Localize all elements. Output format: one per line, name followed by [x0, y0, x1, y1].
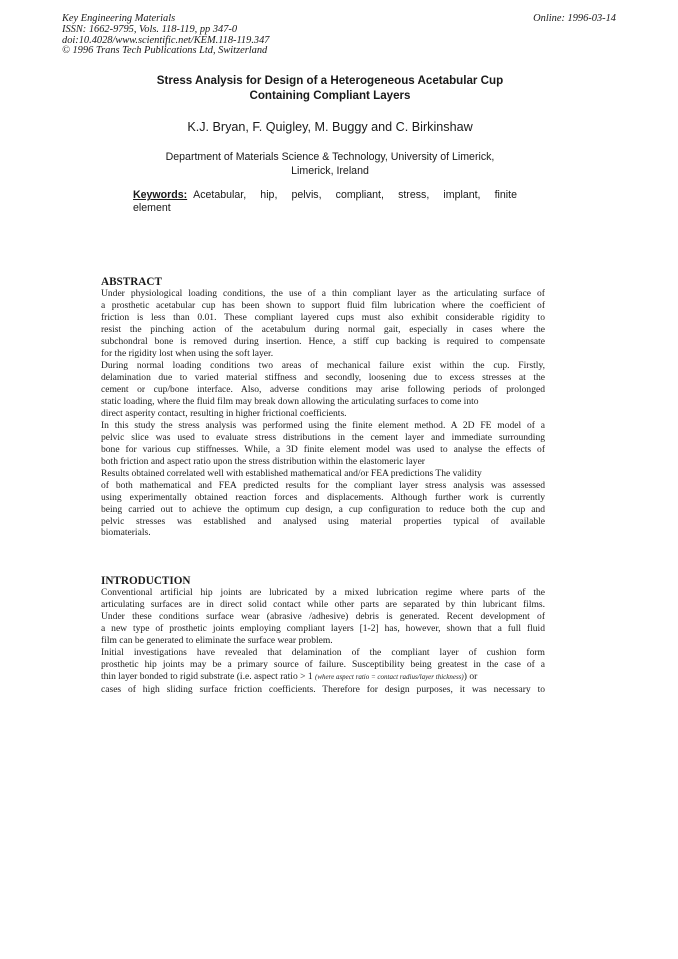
- abstract-line: for the rigidity lost when using the soft layer.: [101, 348, 274, 360]
- keywords-label: Keywords:: [133, 189, 188, 201]
- abstract-line: biomaterials.: [101, 527, 151, 539]
- abstract-line: static loading, where the fluid film may break down allowing the articulating surfaces to come into: [101, 395, 479, 407]
- abstract-line: pelvic slice was used to evaluate stress distributions in the cement layer and immediate surrounding: [101, 431, 545, 443]
- abstract-line: resist the pinching action of the acetabulum during normal gait, especially in cases where the: [101, 324, 545, 336]
- keywords: [133, 189, 517, 215]
- affiliation-line-1: Department of Materials Science & Technology, University of Limerick,: [165, 151, 495, 163]
- abstract-section: [101, 276, 545, 539]
- abstract-line: Results obtained correlated well with established mathematical and/or FEA predictions The validity: [101, 467, 482, 479]
- aspect-ratio-note: (where aspect ratio = contact radius/layer thickness): [315, 673, 464, 682]
- intro-line: Under these conditions surface wear (abrasive /adhesive) debris is generated. Recent development of: [101, 611, 545, 623]
- intro-line: Initial investigations have revealed that delamination of the compliant layer of cushion form: [101, 647, 545, 659]
- abstract-line: both friction and aspect ratio upon the stress distribution within the elastomeric layer: [101, 455, 425, 467]
- copyright-line: © 1996 Trans Tech Publications Ltd, Switzerland: [62, 45, 268, 57]
- abstract-line: bone for various cup stiffnesses. While, a 3D finite element model was used to analyse the effects of: [101, 443, 545, 455]
- abstract-line: using experimentally obtained reaction forces and displacements. Although further work is currently: [101, 491, 545, 503]
- abstract-line: Under physiological loading conditions, the use of a thin compliant layer as the articulating surface of: [101, 288, 545, 300]
- keywords-text-1: Acetabular, hip, pelvis, compliant, stress, implant, finite: [193, 189, 517, 201]
- intro-line: film can be generated to eliminate the surface wear problem.: [101, 635, 333, 647]
- doi-line: doi:10.4028/www.scientific.net/KEM.118-119.347: [62, 34, 270, 46]
- abstract-heading: ABSTRACT: [101, 276, 162, 288]
- abstract-line: In this study the stress analysis was performed using the finite element method. A 2D FE model of a: [101, 419, 545, 431]
- keywords-line-1: [133, 189, 517, 202]
- intro-line: cases of high sliding surface friction coefficients. Therefore for design purposes, it was necessary to: [101, 684, 545, 696]
- keywords-line-2: element: [133, 202, 171, 214]
- abstract-line: being carried out to achieve the optimum cup design, a cup configuration to reduce both the cup and: [101, 503, 545, 515]
- abstract-line: delamination due to varied material stiffness and secondly, loosening due to excess stresses at the: [101, 372, 545, 384]
- introduction-heading: INTRODUCTION: [101, 575, 191, 587]
- affiliation: [110, 150, 550, 178]
- intro-line-8-start: thin layer bonded to rigid substrate (i.e. aspect ratio > 1: [101, 671, 316, 683]
- title-line-2: Containing Compliant Layers: [249, 89, 411, 102]
- journal-header: [62, 14, 270, 57]
- abstract-line: a prosthetic acetabular cup has been shown to support fluid film lubrication where the coefficient of: [101, 300, 545, 312]
- title-line-1: Stress Analysis for Design of a Heterogeneous Acetabular Cup: [156, 74, 504, 87]
- issn-line: ISSN: 1662-9795, Vols. 118-119, pp 347-0: [62, 23, 238, 35]
- introduction-section: [101, 575, 545, 696]
- abstract-line: During normal loading conditions two areas of mechanical failure exist within the cup. Firstly,: [101, 360, 545, 372]
- authors: K.J. Bryan, F. Quigley, M. Buggy and C. Birkinshaw: [187, 120, 473, 134]
- paper-title: [80, 73, 580, 103]
- intro-line: articulating surfaces are in direct solid contact while other parts are separated by thin lubricant films.: [101, 599, 545, 611]
- intro-line: Conventional artificial hip joints are lubricated by a mixed lubrication regime where parts of the: [101, 587, 545, 599]
- intro-line-8-end: ) or: [463, 671, 478, 683]
- abstract-line: direct asperity contact, resulting in higher frictional coefficients.: [101, 407, 347, 419]
- abstract-line: friction is less than 0.01. These compliant layered cups must also exhibit considerable rigidity to: [101, 312, 545, 324]
- abstract-line: pelvic stresses was established and analysed using material properties typical of available: [101, 515, 545, 527]
- affiliation-line-2: Limerick, Ireland: [291, 165, 369, 177]
- intro-line: a new type of prosthetic joints employing compliant layers [1-2] has, however, shown that a full fluid: [101, 623, 545, 635]
- abstract-line: cement or cup/bone interface. Also, adverse conditions may arise following periods of prolonged: [101, 384, 545, 396]
- intro-line: prosthetic hip joints may be a primary source of failure. Susceptibility being greatest in the case of a: [101, 659, 545, 671]
- intro-line: [101, 671, 545, 684]
- online-date: Online: 1996-03-14: [533, 13, 616, 24]
- abstract-line: of both mathematical and FEA predicted results for the compliant layer stress analysis was assessed: [101, 479, 545, 491]
- journal-name: Key Engineering Materials: [62, 13, 176, 24]
- abstract-line: subchondral bone is removed during insertion. Hence, a stiff cup backing is required to compensate: [101, 336, 545, 348]
